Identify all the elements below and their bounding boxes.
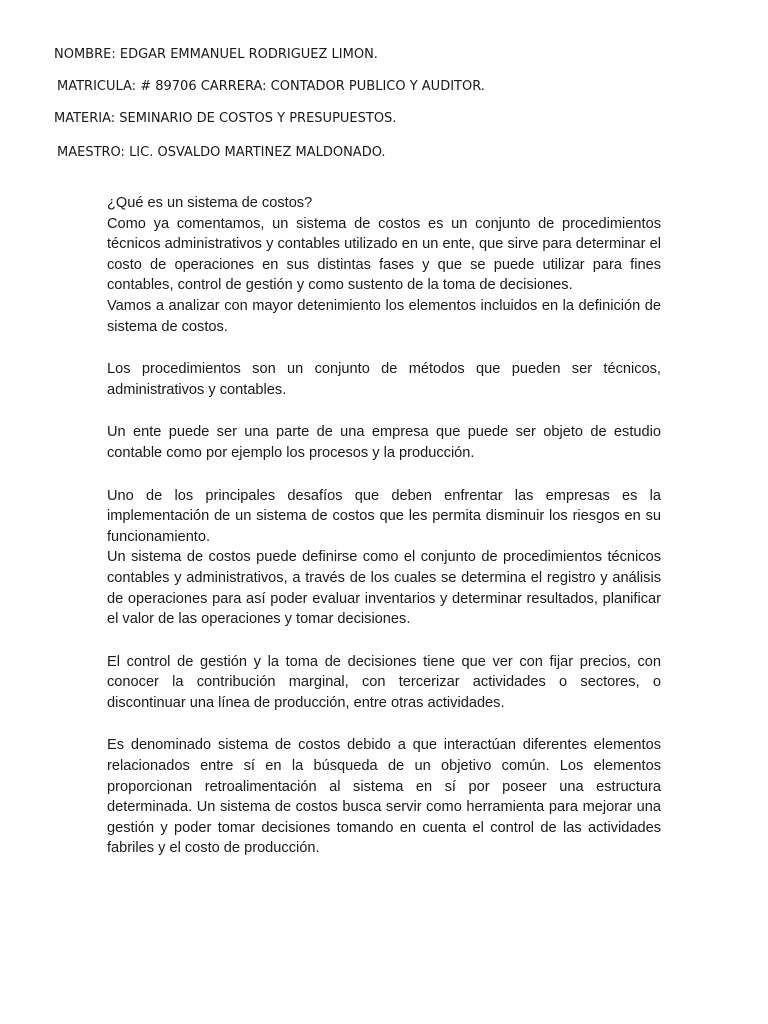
teacher: MAESTRO: LIC. OSVALDO MARTINEZ MALDONADO. <box>57 145 386 160</box>
paragraph: Un sistema de costos puede definirse como el conjunto de procedimientos técnicos contables y administrativos, a través de los cuales se determina el registro y análisis de operaciones para así poder evaluar inventarios y determinar resultados, planificar el valor de las operaciones y tomar decisiones. <box>107 549 661 628</box>
student-name: NOMBRE: EDGAR EMMANUEL RODRIGUEZ LIMON. <box>54 47 378 62</box>
question-heading: ¿Qué es un sistema de costos? <box>107 195 313 211</box>
paragraph: Vamos a analizar con mayor detenimiento los elementos incluidos en la definición de sistema de costos. <box>107 297 661 335</box>
paragraph: Los procedimientos son un conjunto de métodos que pueden ser técnicos, administrativos y contables. <box>107 361 661 398</box>
paragraph: Uno de los principales desafíos que deben enfrentar las empresas es la implementación de un sistema de costos que les permita disminuir los riesgos en su funcionamiento. <box>107 487 661 545</box>
document-body <box>107 193 661 859</box>
subject: MATERIA: SEMINARIO DE COSTOS Y PRESUPUESTOS. <box>54 111 397 126</box>
paragraph: Un ente puede ser una parte de una empresa que puede ser objeto de estudio contable como por ejemplo los procesos y la producción. <box>107 424 661 461</box>
student-id-and-career: MATRICULA: # 89706 CARRERA: CONTADOR PUBLICO Y AUDITOR. <box>57 79 485 94</box>
paragraph: Como ya comentamos, un sistema de costos es un conjunto de procedimientos técnicos administrativos y contables utilizado en un ente, que sirve para determinar el costo de operaciones en sus distintas fases y que se puede utilizar para fines contables, control de gestión y como sustento de la toma de decisiones. <box>107 215 661 294</box>
paragraph: El control de gestión y la toma de decisiones tiene que ver con fijar precios, con conocer la contribución marginal, con tercerizar actividades o sectores, o discontinuar una línea de producción, entre otras actividades. <box>107 653 661 711</box>
paragraph: Es denominado sistema de costos debido a que interactúan diferentes elementos relacionados entre sí en la búsqueda de un objetivo común. Los elementos proporcionan retroalimentación al sistema en sí por poseer una estructura determinada. Un sistema de costos busca servir como herramienta para mejorar una gestión y poder tomar decisiones tomando en cuenta el control de las actividades fabriles y el costo de producción. <box>107 737 661 857</box>
